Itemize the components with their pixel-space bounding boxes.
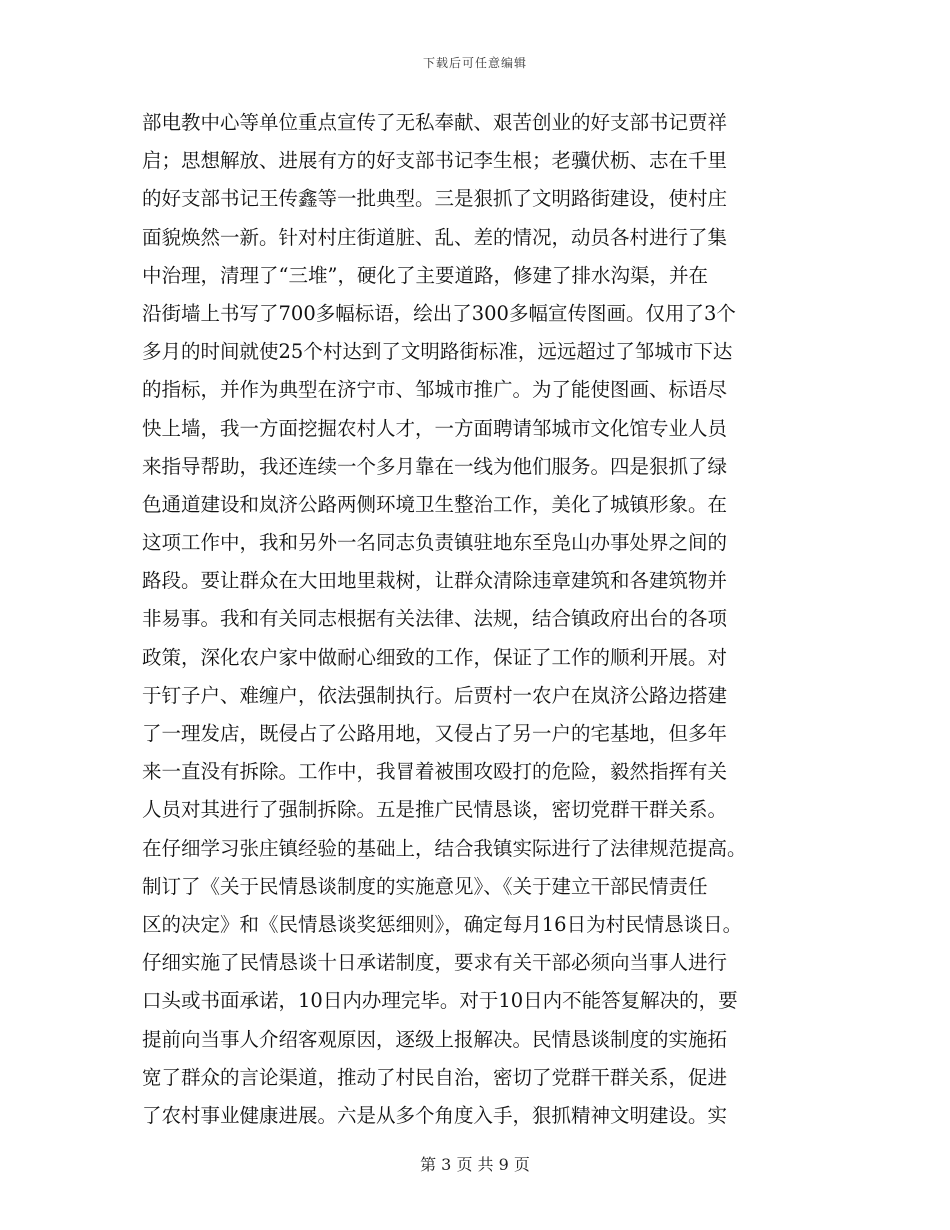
text-line: 了农村事业健康进展。六是从多个角度入手，狠抓精神文明建设。实 (142, 1103, 728, 1127)
text-line: 区的决定》和《民情恳谈奖惩细则》，确定每月16日为村民情恳谈日。 (142, 912, 743, 936)
text-line: 中治理，清理了“三堆”，硬化了主要道路，修建了排水沟渠，并在 (142, 263, 708, 287)
text-line: 快上墙，我一方面挖掘农村人才，一方面聘请邹城市文化馆专业人员 (142, 416, 728, 440)
text-line: 政策，深化农户家中做耐心细致的工作，保证了工作的顺利开展。对 (142, 645, 728, 669)
text-line: 部电教中心等单位重点宣传了无私奉献、艰苦创业的好支部书记贾祥 (142, 111, 728, 134)
page-header: 下载后可任意编辑 (422, 56, 527, 70)
text-line: 路段。要让群众在大田地里栽树，让群众清除违章建筑和各建筑物并 (142, 569, 728, 593)
page-number: 第 3 页 共 9 页 (420, 1155, 530, 1174)
text-line: 仔细实施了民情恳谈十日承诺制度，要求有关干部必须向当事人进行 (142, 951, 728, 975)
text-line: 的好支部书记王传鑫等一批典型。三是狠抓了文明路街建设，使村庄 (142, 187, 728, 211)
text-line: 宽了群众的言论渠道，推动了村民自治，密切了党群干群关系，促进 (142, 1065, 728, 1089)
text-line: 沿街墙上书写了700多幅标语，绘出了300多幅宣传图画。仅用了3个 (142, 301, 736, 325)
text-line: 的指标，并作为典型在济宁市、邹城市推广。为了能使图画、标语尽 (142, 378, 728, 402)
text-line: 来一直没有拆除。工作中，我冒着被围攻殴打的危险，毅然指挥有关 (142, 760, 728, 784)
text-line: 了一理发店，既侵占了公路用地，又侵占了另一户的宅基地，但多年 (142, 722, 728, 745)
text-line: 口头或书面承诺，10日内办理完毕。对于10日内不能答复解决的，要 (142, 989, 738, 1013)
text-line: 非易事。我和有关同志根据有关法律、法规，结合镇政府出台的各项 (142, 607, 728, 631)
text-line: 于钉子户、难缠户，依法强制执行。后贾村一农户在岚济公路边搭建 (142, 683, 728, 707)
text-line: 制订了《关于民情恳谈制度的实施意见》、《关于建立干部民情责任 (142, 874, 708, 898)
text-line: 色通道建设和岚济公路两侧环境卫生整治工作，美化了城镇形象。在 (142, 492, 728, 516)
text-line: 启；思想解放、进展有方的好支部书记李生根；老骥伏枥、志在千里 (142, 149, 728, 173)
text-line: 这项工作中，我和另外一名同志负责镇驻地东至凫山办事处界之间的 (142, 531, 728, 555)
text-line: 多月的时间就使25个村达到了文明路街标准，远远超过了邹城市下达 (142, 340, 733, 364)
text-line: 提前向当事人介绍客观原因，逐级上报解决。民情恳谈制度的实施拓 (142, 1027, 728, 1051)
text-line: 面貌焕然一新。针对村庄街道脏、乱、差的情况，动员各村进行了集 (142, 225, 728, 249)
text-line: 来指导帮助，我还连续一个多月靠在一线为他们服务。四是狠抓了绿 (142, 454, 728, 478)
text-line: 人员对其进行了强制拆除。五是推广民情恳谈，密切党群干群关系。 (142, 798, 728, 822)
document-body (142, 104, 822, 1135)
text-line: 在仔细学习张庄镇经验的基础上，结合我镇实际进行了法律规范提高。 (142, 836, 747, 860)
